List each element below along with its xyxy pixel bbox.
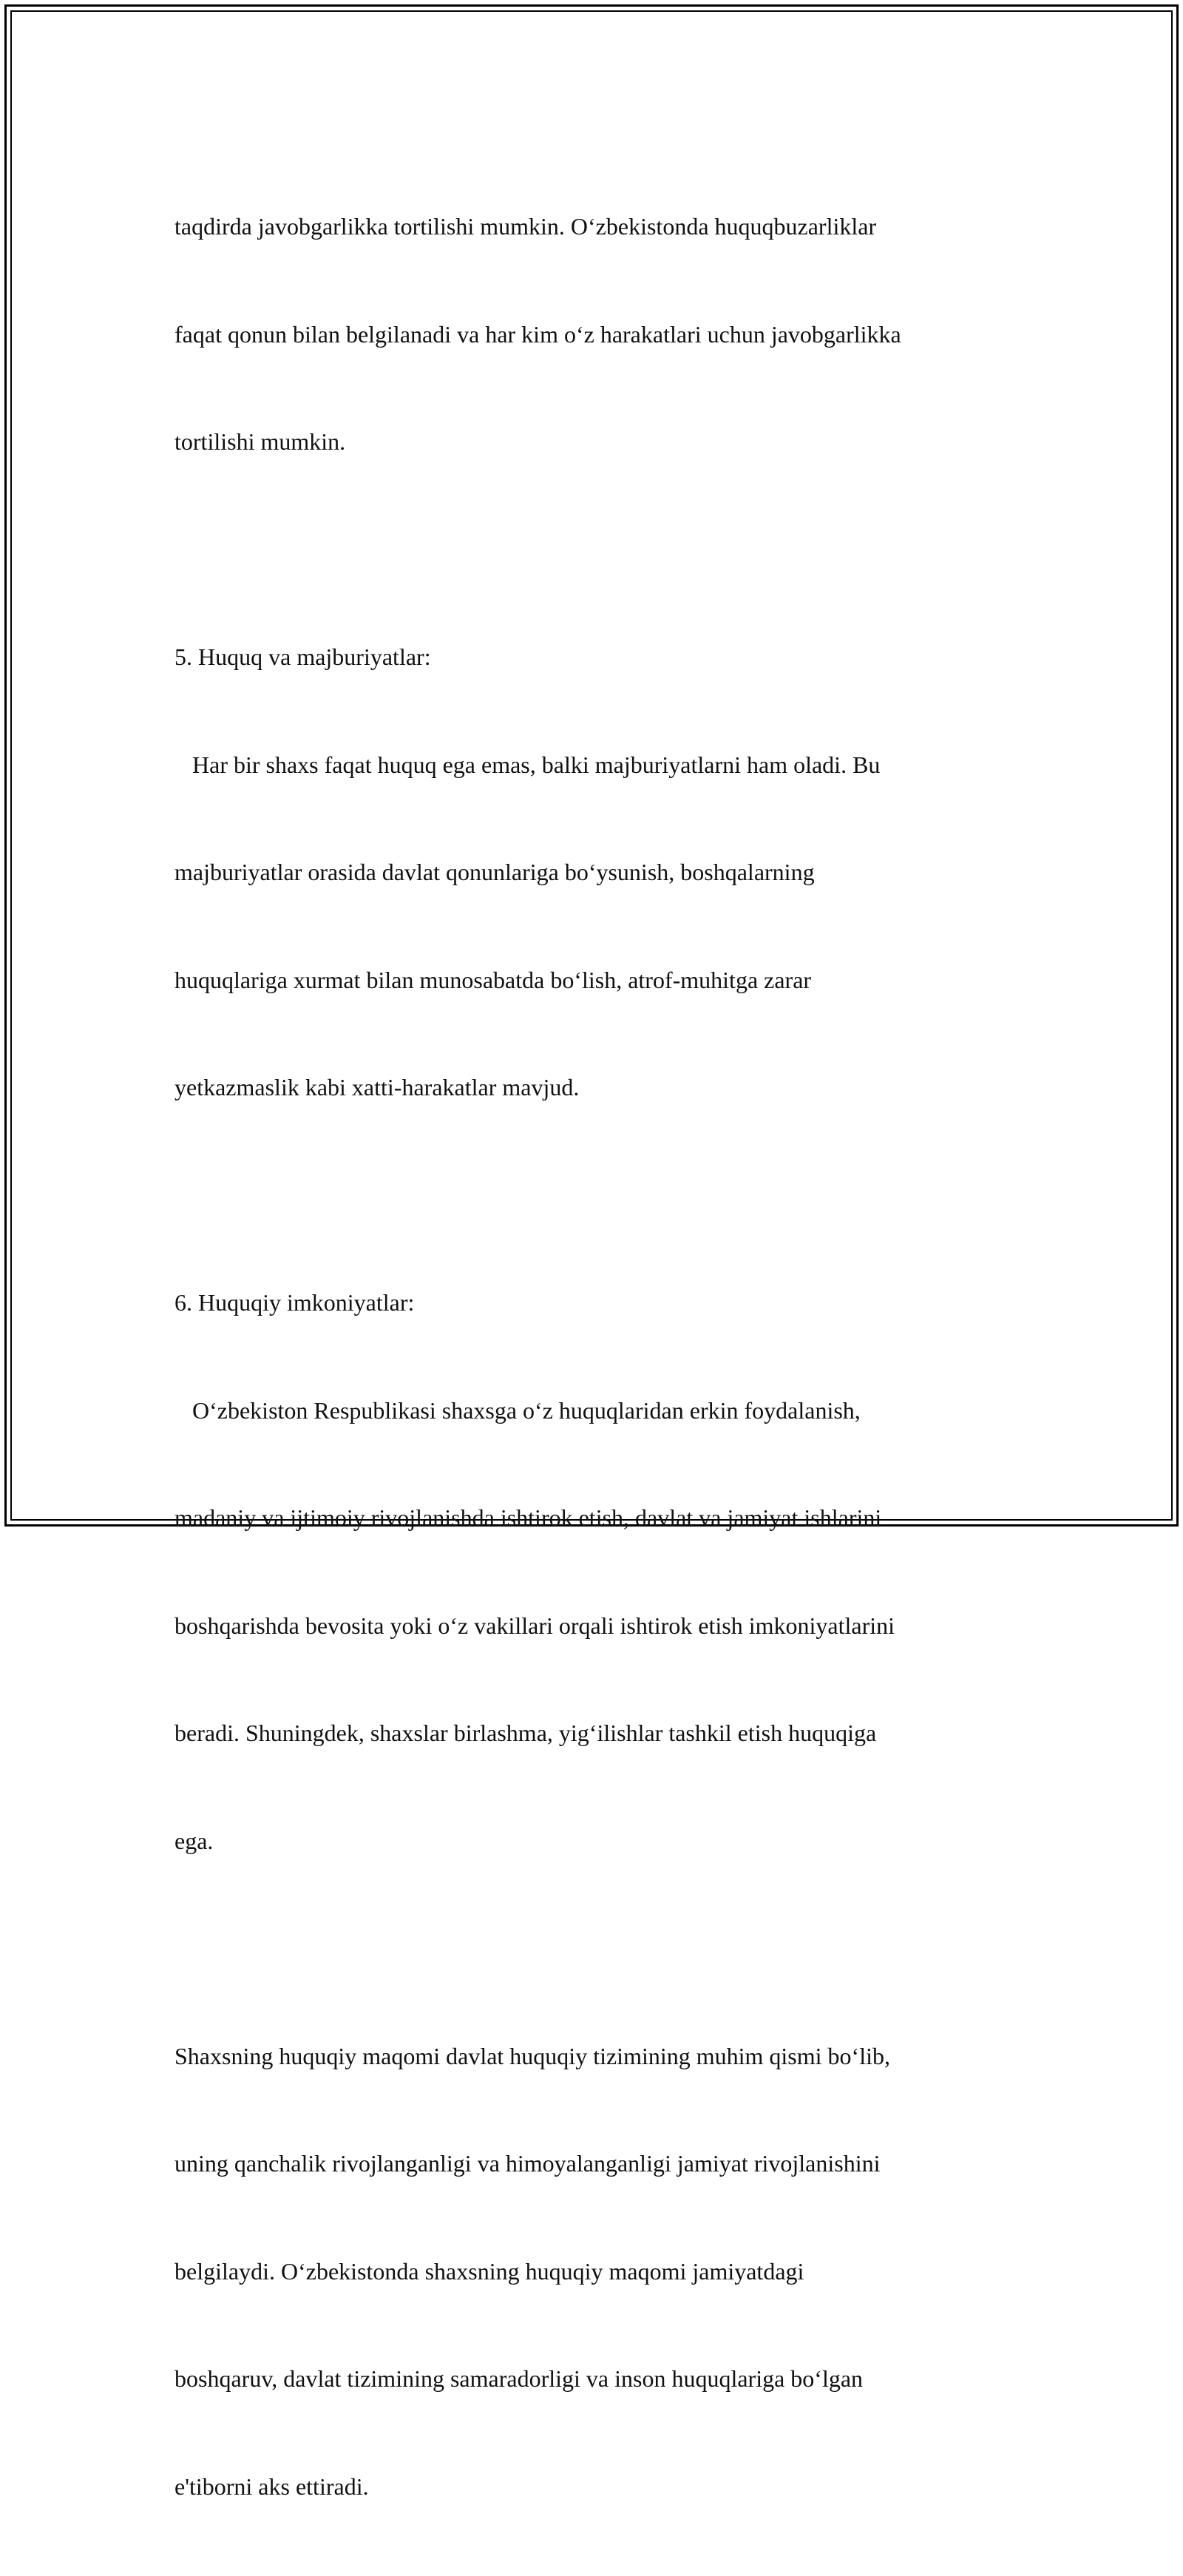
paragraph-spacer bbox=[174, 1177, 1032, 1214]
section-heading: 5. Huquq va majburiyatlar: bbox=[174, 639, 1032, 675]
text-line: huquqlariga xurmat bilan munosabatda bo‘lish, atrof-muhitga zarar bbox=[174, 962, 1032, 998]
text-line: majburiyatlar orasida davlat qonunlariga bo‘ysunish, boshqalarning bbox=[174, 854, 1032, 890]
text-line: O‘zbekiston Respublikasi shaxsga o‘z huquqlaridan erkin foydalanish, bbox=[174, 1393, 1032, 1429]
text-line: taqdirda javobgarlikka tortilishi mumkin. O‘zbekistonda huquqbuzarliklar bbox=[174, 209, 1032, 245]
text-line: madaniy va ijtimoiy rivojlanishda ishtirok etish, davlat va jamiyat ishlarini bbox=[174, 1500, 1032, 1536]
text-line: Har bir shaxs faqat huquq ega emas, balki majburiyatlarni ham oladi. Bu bbox=[174, 747, 1032, 783]
text-line: ega. bbox=[174, 1823, 1032, 1859]
text-line: tortilishi mumkin. bbox=[174, 424, 1032, 460]
section-6 bbox=[174, 1213, 1032, 1930]
text-line: beradi. Shuningdek, shaxslar birlashma, yig‘ilishlar tashkil etish huquqiga bbox=[174, 1715, 1032, 1751]
paragraph-spacer bbox=[174, 1930, 1032, 1967]
text-line: Shaxsning huquqiy maqomi davlat huquqiy tizimining muhim qismi bo‘lib, bbox=[174, 2038, 1032, 2075]
text-line: belgilaydi. O‘zbekistonda shaxsning huquqiy maqomi jamiyatdagi bbox=[174, 2254, 1032, 2290]
text-line: yetkazmaslik kabi xatti-harakatlar mavjud. bbox=[174, 1069, 1032, 1106]
text-line: boshqarishda bevosita yoki o‘z vakillari orqali ishtirok etish imkoniyatlarini bbox=[174, 1608, 1032, 1644]
text-line: boshqaruv, davlat tizimining samaradorligi va inson huquqlariga bo‘lgan bbox=[174, 2361, 1032, 2397]
document-body bbox=[174, 137, 1032, 2576]
paragraph-conclusion bbox=[174, 1967, 1032, 2576]
section-heading: 6. Huquqiy imkoniyatlar: bbox=[174, 1285, 1032, 1321]
paragraph-intro-continuation bbox=[174, 137, 1032, 532]
text-line: uning qanchalik rivojlanganligi va himoyalanganligi jamiyat rivojlanishini bbox=[174, 2146, 1032, 2182]
text-line: faqat qonun bilan belgilanadi va har kim o‘z harakatlari uchun javobgarlikka bbox=[174, 317, 1032, 353]
section-5 bbox=[174, 567, 1032, 1177]
paragraph-spacer bbox=[174, 532, 1032, 568]
text-line: e'tiborni aks ettiradi. bbox=[174, 2469, 1032, 2505]
